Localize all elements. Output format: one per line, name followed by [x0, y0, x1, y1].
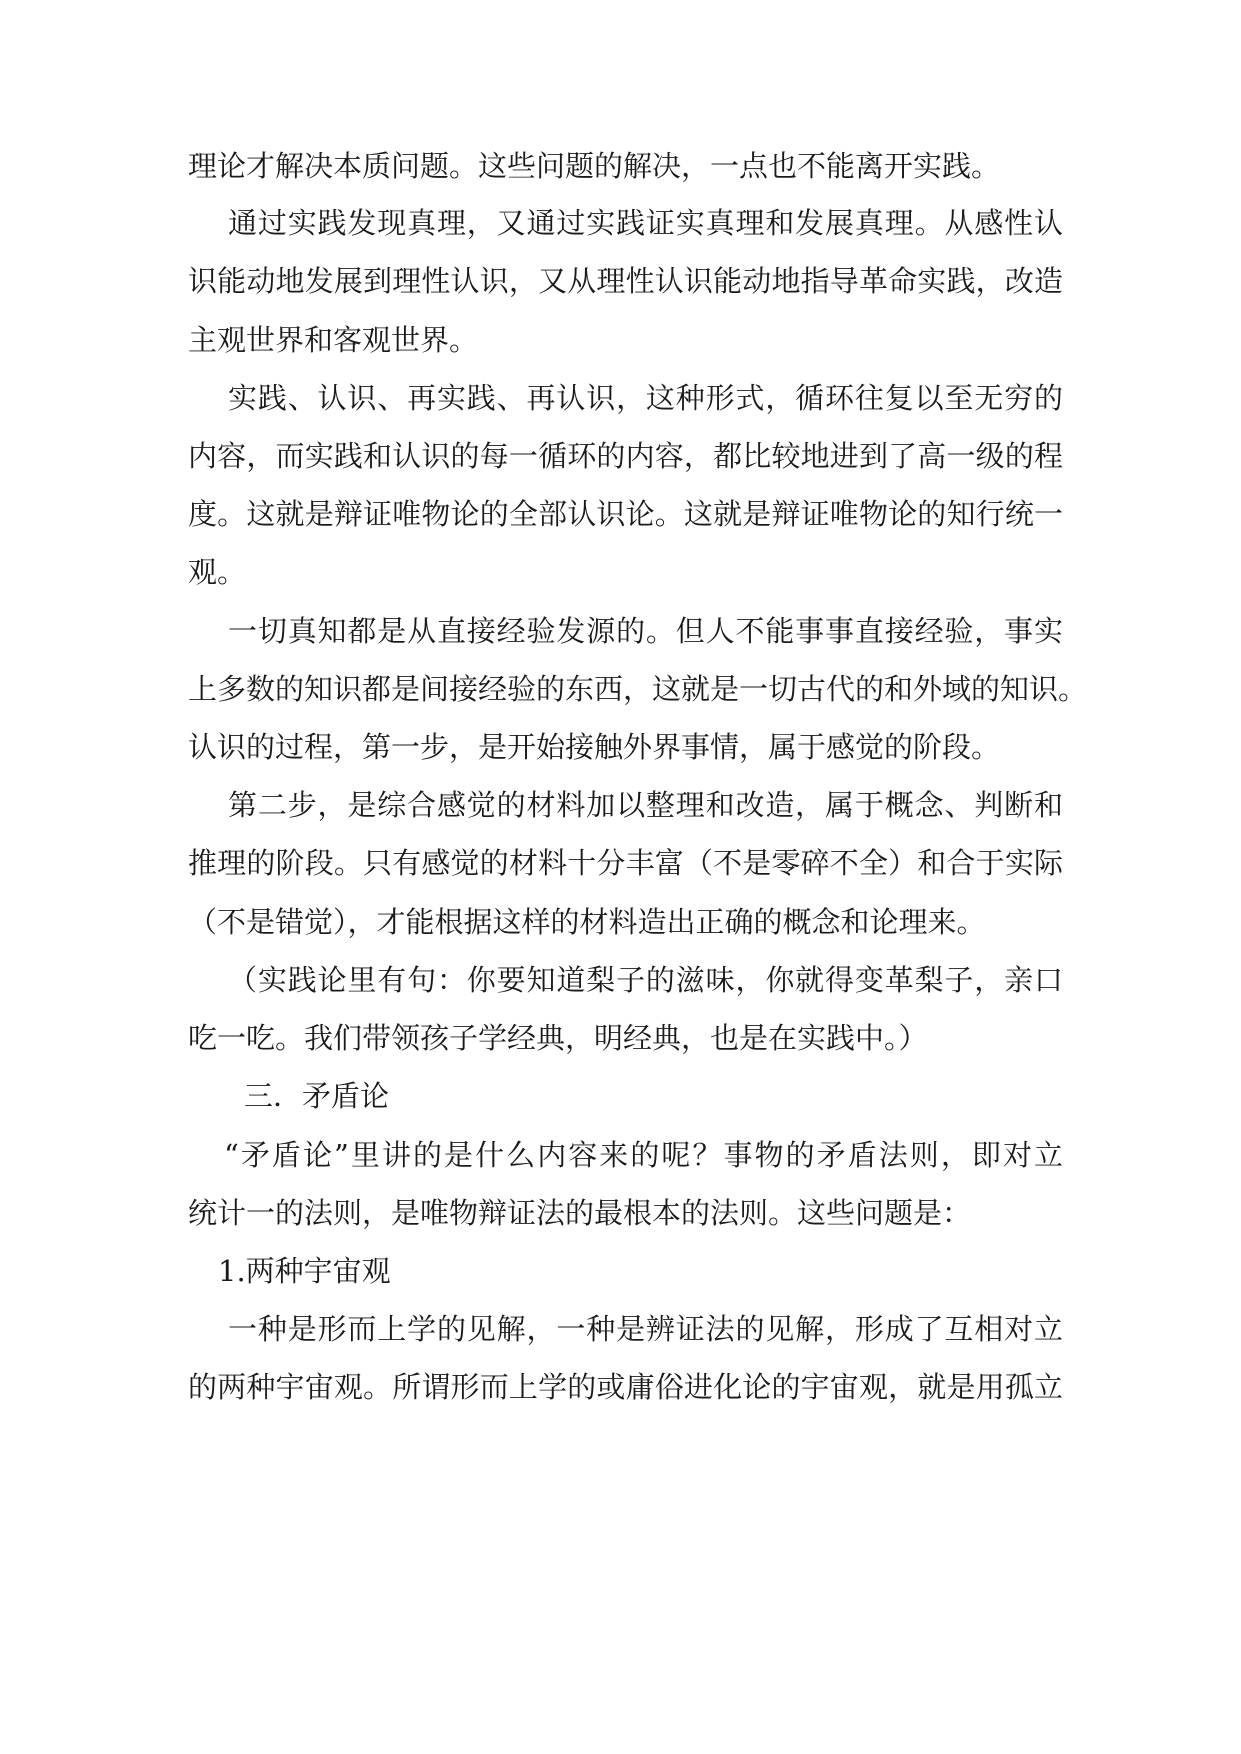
text-line: 统计一的法则，是唯物辩证法的最根本的法则。这些问题是： — [188, 1196, 972, 1230]
text-line: 吃一吃。我们带领孩子学经典，明经典，也是在实践中。） — [188, 1021, 928, 1055]
text-line: 理论才解决本质问题。这些问题的解决，一点也不能离开实践。 — [188, 149, 1001, 183]
paragraph-first-line: 通过实践发现真理，又通过实践证实真理和发展真理。从感性认 — [228, 206, 1063, 240]
section-heading: 三．矛盾论 — [244, 1079, 390, 1113]
paragraph-first-line: 一种是形而上学的见解，一种是辨证法的见解，形成了互相对立 — [228, 1312, 1063, 1346]
paragraph-first-line: 第二步，是综合感觉的材料加以整理和改造，属于概念、判断和 — [228, 788, 1063, 822]
text-line: 认识的过程，第一步，是开始接触外界事情，属于感觉的阶段。 — [188, 730, 1001, 764]
text-line: 内容，而实践和认识的每一循环的内容，都比较地进到了高一级的程 — [188, 439, 1063, 473]
subsection-heading: 1.两种宇宙观 — [218, 1254, 391, 1288]
text-line: 度。这就是辩证唯物论的全部认识论。这就是辩证唯物论的知行统一 — [188, 497, 1063, 531]
paragraph-first-line: （实践论里有句：你要知道梨子的滋味，你就得变革梨子，亲口 — [228, 963, 1063, 997]
text-line: 主观世界和客观世界。 — [188, 323, 479, 357]
text-line: 观。 — [188, 555, 247, 589]
paragraph-first-line: 实践、认识、再实践、再认识，这种形式，循环往复以至无穷的 — [228, 381, 1063, 415]
text-line: 的两种宇宙观。所谓形而上学的或庸俗进化论的宇宙观，就是用孤立 — [188, 1370, 1063, 1404]
paragraph-first-line: 一切真知都是从直接经验发源的。但人不能事事直接经验，事实 — [228, 614, 1063, 648]
text-line: （不是错觉），才能根据这样的材料造出正确的概念和论理来。 — [188, 905, 986, 939]
text-line: 识能动地发展到理性认识，又从理性认识能动地指导革命实践，改造 — [188, 264, 1063, 298]
paragraph-first-line: “矛盾论”里讲的是什么内容来的呢？事物的矛盾法则，即对立 — [224, 1138, 1063, 1172]
text-line: 推理的阶段。只有感觉的材料十分丰富（不是零碎不全）和合于实际 — [188, 846, 1063, 880]
text-line: 上多数的知识都是间接经验的东西，这就是一切古代的和外域的知识。 — [188, 672, 1088, 706]
